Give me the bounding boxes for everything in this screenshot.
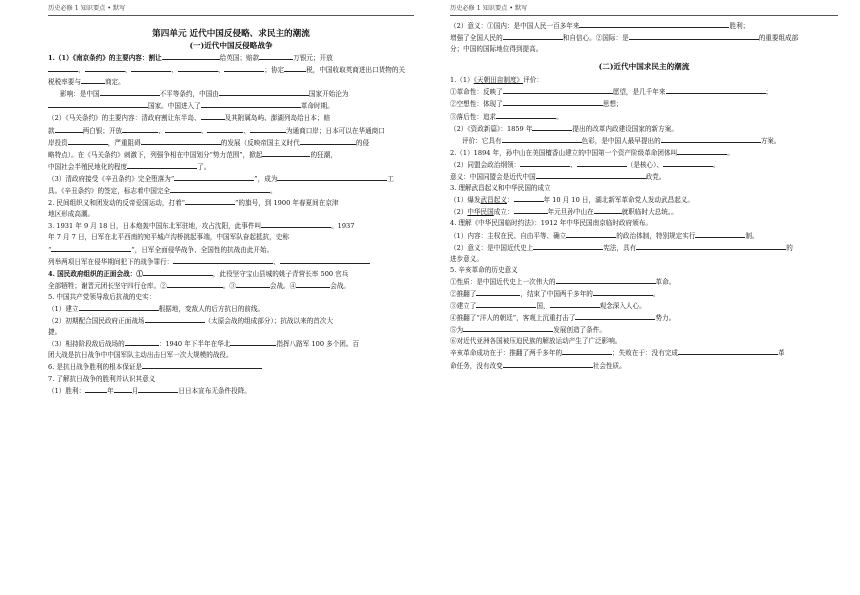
- text-line: 国家。中国进入了 革命时期。: [48, 100, 414, 112]
- page-header-right: 历史必修 1 知识要点 • 默写: [450, 4, 838, 16]
- text-line: 6. 是抗日战争胜利的根本保证是: [48, 361, 414, 373]
- text-line: 3. 1931 年 9 月 18 日，日本炮轰中国东北军驻地，攻占沈阳，此事件叫 。1937: [48, 222, 355, 231]
- text-line: （2）《资政新篇》：1859 年 提出的改革内政建设国家的新方案。: [450, 124, 678, 133]
- right-page: [430, 0, 860, 595]
- text-line: （2）意义：是中国近代史上 宪法，具有 的: [450, 243, 793, 252]
- text-line: ②推翻了 ，结束了中国两千多年的 。: [450, 289, 660, 298]
- text-line: 具。《辛丑条约》的签定，标志着中国完全 。: [48, 187, 277, 196]
- text-line: 、 、 、 、 ；协定 税，中国收取英商进出口货物的关: [48, 64, 414, 76]
- text-line: （2）中华民国成立： 年元旦孙中山在 就职临时大总统。。: [450, 208, 678, 217]
- text-line: 年 7 月 7 日，日军在北平西南的宛平城卢沟桥挑起事端，中国军队奋起抵抗，史称: [48, 233, 289, 242]
- text-line: 全部牺牲；谢晋元团长坚守四行仓库。② 。③ 会战。④ 会战。: [48, 281, 351, 290]
- text-line: 分；中国的国际地位得到提高。: [450, 45, 543, 54]
- text-line: 4. 理解《中华民国临时约法》：1912 年中华民国南京临时政府颁布。: [450, 219, 652, 228]
- text-line: （1）胜利： 年 月 日日本宣布无条件投降。: [48, 386, 251, 395]
- text-line: ①性质：是中国近代史上一次伟大的 革命。: [450, 277, 676, 286]
- text-line: 列举两项日军在侵华期间犯下的战争罪行： 、: [48, 256, 414, 268]
- text-line: 2. 民间组织义和团发动的反帝爱国运动，打着“ ”的旗号，到 1900 年春夏间在京津: [48, 199, 339, 208]
- text-line: 税税率要与 商定。: [48, 78, 125, 87]
- text-line: （2）同盟会政治纲领： 、 （是核心）、 。: [450, 160, 720, 169]
- text-line: ①革命性：反映了 愿望，是几千年来 ；: [450, 88, 773, 97]
- text-line: 辛亥革命成功在于：推翻了两千多年的 ；失败在于：没有完成 革: [450, 349, 785, 358]
- text-line: （2）《马关条约》的主要内容：清政府割让东半岛、 及其附属岛屿、澎湖列岛给日本；赔: [48, 114, 331, 123]
- page-header-left: 历史必修 1 知识要点 • 默写: [48, 4, 414, 16]
- text-line: 1.（1）《南京条约》的主要内容：割让 给英国；赔款 万银元；开放: [48, 54, 333, 62]
- text-line: 4. 国民政府组织的正面会战：① ，此役坚守宝山县城的姚子青营长率 500 官兵: [48, 269, 349, 278]
- unit-title: 第四单元 近代中国反侵略、求民主的潮流: [152, 29, 310, 39]
- text-line: 地区形成高潮。: [48, 210, 95, 219]
- text-line: 5. 辛亥革命的历史意义: [450, 265, 518, 274]
- text-line: ④推翻了“洋人的朝廷”，客观上沉重打击了 势力。: [450, 314, 676, 323]
- text-line: （3）清政府接受《辛丑条约》完全堕落为“ ”，成为 工: [48, 174, 395, 183]
- section-title-anti-aggression: (一)近代中国反侵略战争: [189, 41, 273, 50]
- text-line: 1.（1）《天朝田亩制度》评价：: [450, 76, 543, 85]
- text-line: （1）爆发武昌起义： 年 10 月 10 日，湖北新军革命党人发动武昌起义。: [450, 196, 694, 205]
- section-title-democracy: (二)近代中国求民主的潮流: [598, 62, 690, 72]
- text-line: 2.（1）1894 年，孙中山在美国檀香山建立的中国第一个资产阶级革命团体叫 。: [450, 148, 734, 157]
- text-line: （3）相持阶段敌后战场的 ：1940 年下半年在华北 指挥八路军 100 多个团。百: [48, 340, 360, 349]
- text-line: 款 两白银；开放 、 、 、 为通商口岸；日本可以在华通商口: [48, 126, 385, 135]
- text-line: （2）初期配合国民政府正面战场 （太原会战的组成部分）；抗战以来的首次大: [48, 317, 334, 326]
- text-line: （1）内容：主权在民、自由平等、确立 的政治体制，特别规定实行 制。: [450, 231, 759, 240]
- text-line: 增强了全国人民的 和自信心。②国际：是 的重要组成部: [450, 34, 799, 43]
- text-line: 3. 理解武昌起义和中华民国的成立: [450, 184, 551, 193]
- text-line: ②空想性：体现了 思想；: [450, 100, 623, 109]
- text-line: ⑤为 发展创造了条件。: [450, 326, 606, 335]
- text-line: 进步意义。: [450, 254, 483, 263]
- text-line: ⑥对近代亚洲各国被压迫民族的解放运动产生了广泛影响。: [450, 337, 622, 346]
- text-line: ③落后性：追求 。: [450, 112, 563, 121]
- text-line: 意义：中国同盟会是近代中国 政党。: [450, 173, 666, 182]
- text-line: ③建立了 国， 观念深入人心。: [450, 302, 646, 311]
- text-line: 团大战是抗日战争中中国军队主动出击日军一次大规模的战役。: [48, 351, 233, 360]
- text-line: 7. 了解抗日战争的胜利并认识其意义: [48, 374, 156, 383]
- text-line: “ ”，日军全面侵华战争、全国性的抗战由此开始。: [48, 245, 274, 254]
- text-line: 影响：是中国 不平等条约，中国由 国家开始沦为: [60, 90, 349, 99]
- text-line: （2）意义：①国内：是中国人民一百多年来 胜利；: [450, 22, 750, 30]
- text-line: 略特点）。在《马关条约》刺激下，列强争相在中国划分“势力范围”，掀起 的狂潮，: [48, 150, 337, 159]
- text-line: 捷。: [48, 328, 62, 337]
- text-line: 评价：它具有 色彩，是中国人最早提出的 方案。: [462, 136, 781, 145]
- text-line: 岸投资 ，严重阻碍 的发展（反映帝国主义时代 的侵: [48, 138, 370, 147]
- text-line: 命任务，没有改变 社会性质。: [450, 361, 626, 370]
- text-line: 中国社会半殖民地化的程度 了。: [48, 162, 211, 171]
- text-line: （1）建立 根据地，变敌人的后方抗日的前线。: [48, 304, 265, 313]
- text-line: 5. 中国共产党领导敌后抗战的史实：: [48, 292, 156, 301]
